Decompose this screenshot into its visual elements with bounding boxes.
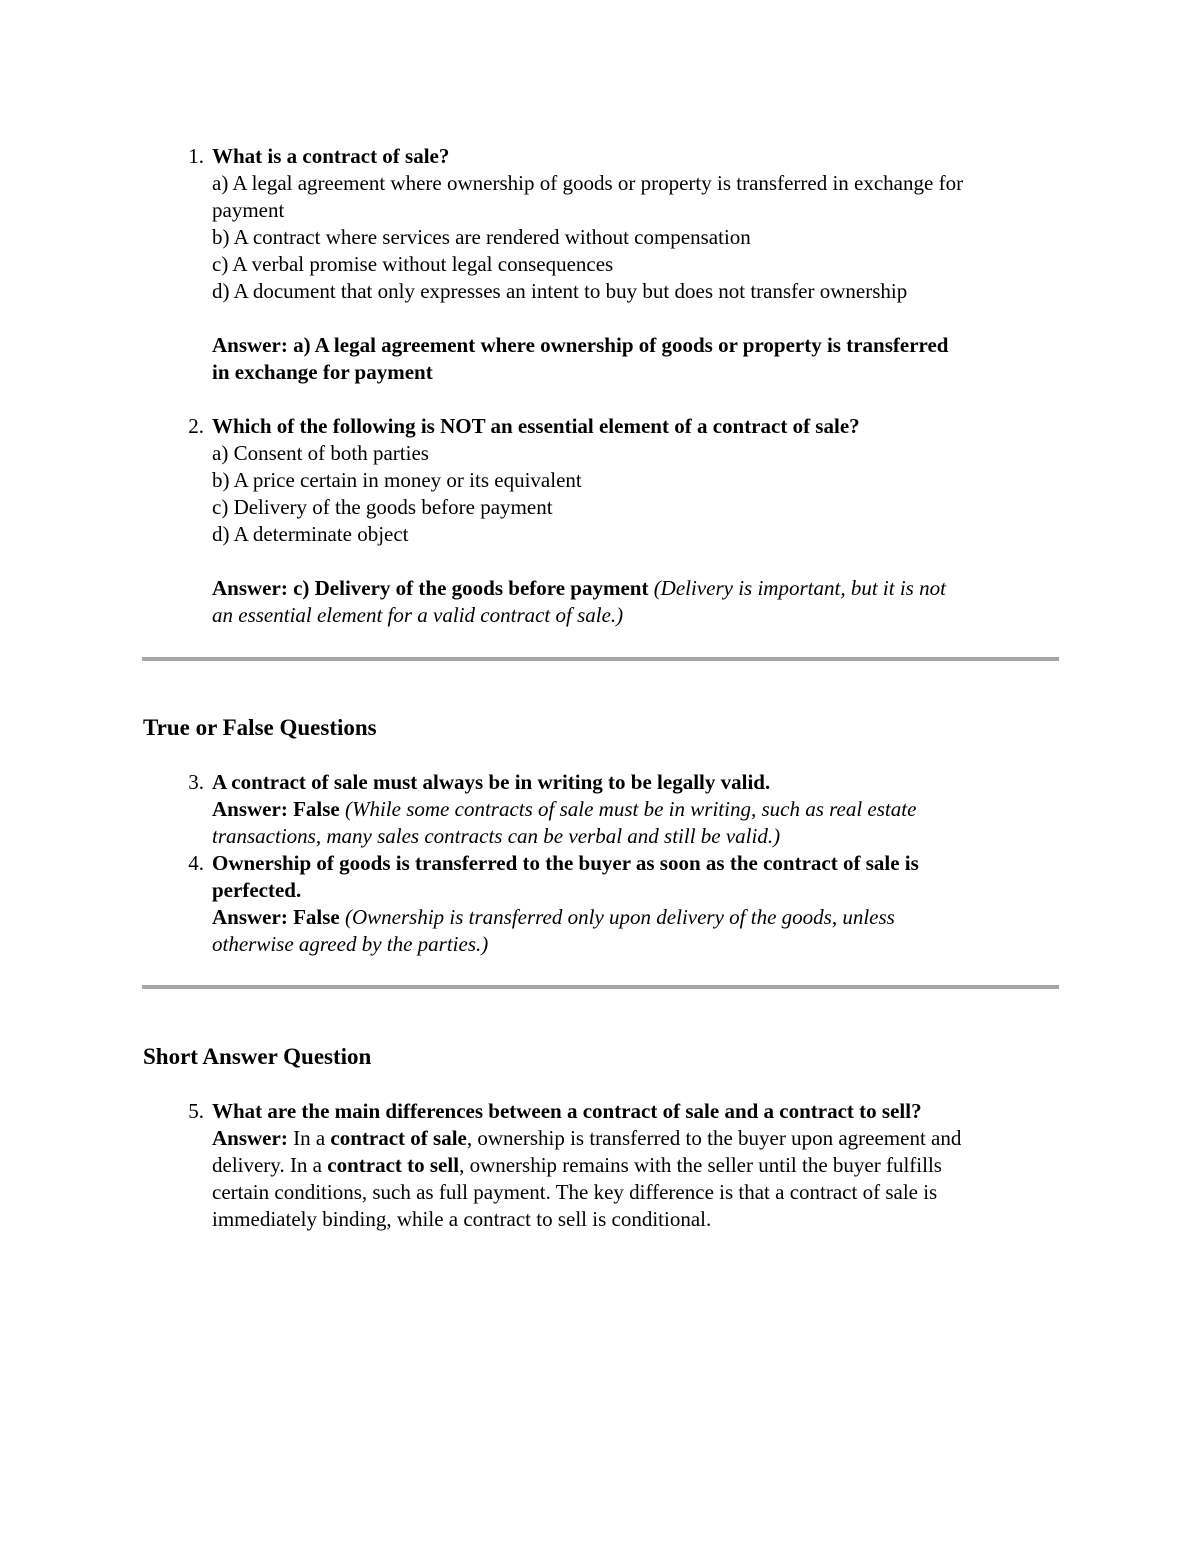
answer-line-4: immediately binding, while a contract to sell is conditional. <box>212 1207 712 1231</box>
answer-line <box>212 796 1062 823</box>
option-a: a) A legal agreement where ownership of goods or property is transferred in exchange for <box>212 171 964 195</box>
option-b: b) A price certain in money or its equivalent <box>212 468 582 492</box>
option-c: c) A verbal promise without legal consequences <box>212 252 614 276</box>
question-body <box>212 1098 1062 1233</box>
answer-value: False <box>293 905 340 929</box>
answer-label: Answer: <box>212 797 288 821</box>
question-text: What are the main differences between a contract of sale and a contract to sell? <box>212 1099 922 1123</box>
answer-explanation: (While some contracts of sale must be in writing, such as real estate <box>344 797 917 821</box>
question-number: 1. <box>188 144 204 168</box>
answer-explanation-continued: otherwise agreed by the parties.) <box>212 932 489 956</box>
answer-explanation: (Ownership is transferred only upon delivery of the goods, unless <box>344 905 895 929</box>
answer-text: In a <box>293 1126 326 1150</box>
answer-note: (Delivery is important, but it is not <box>653 576 946 600</box>
answer-line-1 <box>212 1125 1062 1152</box>
answer-text: , ownership remains with the seller until the buyer fulfills <box>459 1153 942 1177</box>
option-a: a) Consent of both parties <box>212 441 429 465</box>
term-contract-of-sale: contract of sale <box>330 1126 467 1150</box>
section-heading-short-answer: Short Answer Question <box>143 1044 372 1069</box>
option-d: d) A document that only expresses an intent to buy but does not transfer ownership <box>212 279 908 303</box>
question-body <box>212 413 1062 629</box>
question-text: Which of the following is NOT an essential element of a contract of sale? <box>212 414 860 438</box>
statement-text: Ownership of goods is transferred to the buyer as soon as the contract of sale is <box>212 851 919 875</box>
answer-note-continued: an essential element for a valid contract of sale.) <box>212 603 624 627</box>
question-number: 2. <box>188 414 204 438</box>
option-a-continued: payment <box>212 198 285 222</box>
answer-value: False <box>293 797 340 821</box>
question-number: 5. <box>188 1099 204 1123</box>
option-d: d) A determinate object <box>212 522 409 546</box>
answer-line <box>212 904 1062 931</box>
question-number: 4. <box>188 851 204 875</box>
answer-line <box>212 575 1062 602</box>
answer-text: Answer: a) A legal agreement where ownership of goods or property is transferred <box>212 333 949 357</box>
answer-line-3: certain conditions, such as full payment. The key difference is that a contract of sale is <box>212 1180 938 1204</box>
statement-text-continued: perfected. <box>212 878 302 902</box>
section-heading-true-false: True or False Questions <box>143 715 377 740</box>
term-contract-to-sell: contract to sell <box>327 1153 460 1177</box>
answer-line-2 <box>212 1152 1062 1179</box>
section-divider <box>142 657 1059 661</box>
answer-text: , ownership is transferred to the buyer upon agreement and <box>466 1126 962 1150</box>
section-divider <box>142 985 1059 989</box>
answer-explanation-continued: transactions, many sales contracts can be verbal and still be valid.) <box>212 824 781 848</box>
question-text: What is a contract of sale? <box>212 144 450 168</box>
answer-text: Answer: c) Delivery of the goods before payment <box>212 576 649 600</box>
question-body <box>212 769 1062 850</box>
statement-text: A contract of sale must always be in writing to be legally valid. <box>212 770 771 794</box>
answer-text-continued: in exchange for payment <box>212 360 433 384</box>
option-c: c) Delivery of the goods before payment <box>212 495 553 519</box>
question-number: 3. <box>188 770 204 794</box>
question-body <box>212 143 1062 386</box>
answer-label: Answer: <box>212 1126 288 1150</box>
answer-text: delivery. In a <box>212 1153 323 1177</box>
answer-label: Answer: <box>212 905 288 929</box>
question-body <box>212 850 1062 958</box>
option-b: b) A contract where services are rendered without compensation <box>212 225 751 249</box>
